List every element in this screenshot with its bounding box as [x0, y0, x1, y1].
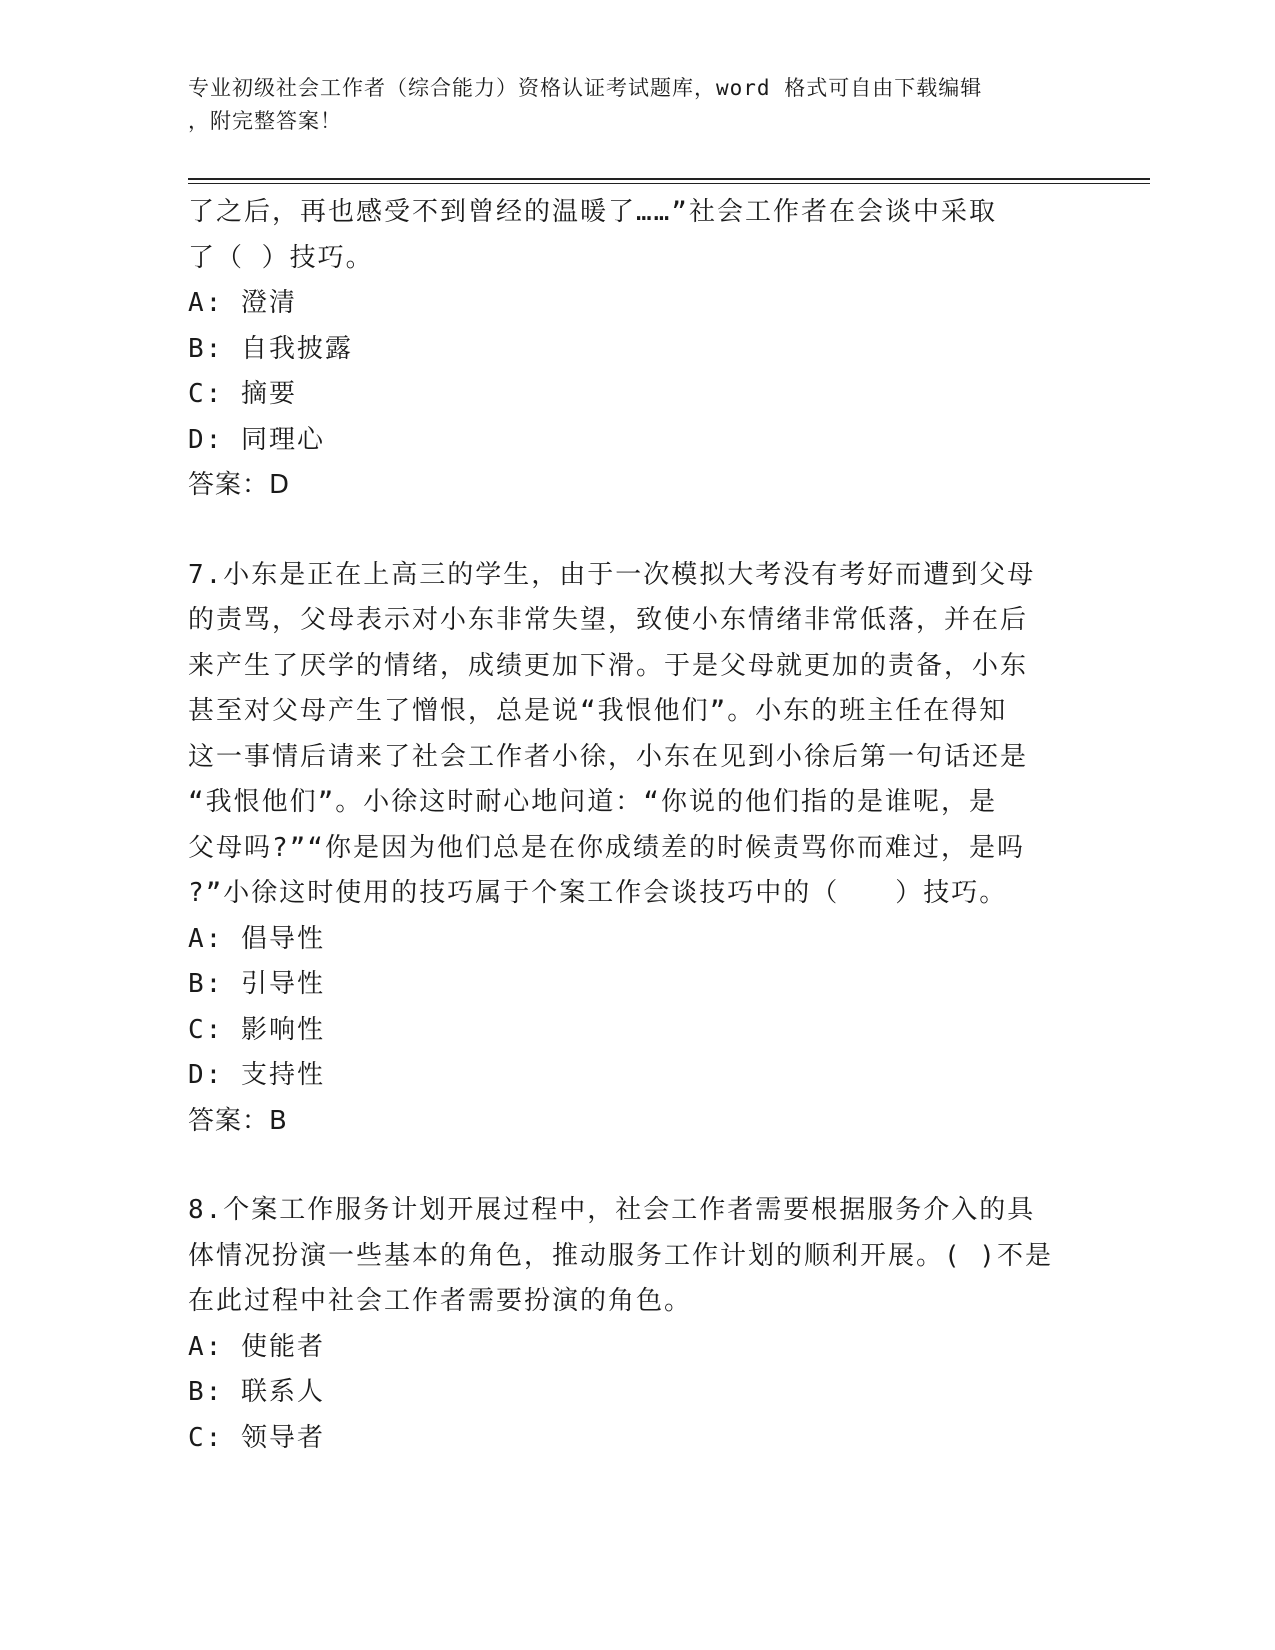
question-8: [188, 1188, 1093, 1461]
question-stem-line: 父母吗?”“你是因为他们总是在你成绩差的时候责骂你而难过，是吗: [188, 832, 1025, 863]
question-stem-line: 7.小东是正在上高三的学生，由于一次模拟大考没有考好而遭到父母: [188, 559, 1036, 590]
question-stem-line: 体情况扮演一些基本的角色，推动服务工作计划的顺利开展。( )不是: [188, 1240, 1053, 1271]
header-line-2: ，附完整答案！: [188, 109, 342, 133]
answer-line: 答案：B: [188, 1105, 288, 1136]
question-stem-line: 甚至对父母产生了憎恨，总是说“我恨他们”。小东的班主任在得知: [188, 696, 1008, 726]
answer-line: 答案：D: [188, 470, 291, 500]
header-rule-thick: [188, 178, 1150, 180]
question-stem-line: ?”小徐这时使用的技巧属于个案工作会谈技巧中的（ ）技巧。: [188, 878, 1008, 908]
option-c: C: 影响性: [188, 1014, 325, 1045]
question-stem-line: 这一事情后请来了社会工作者小徐，小东在见到小徐后第一句话还是: [188, 741, 1029, 772]
document-header: [188, 72, 1068, 138]
question-stem-line: “我恨他们”。小徐这时耐心地问道：“你说的他们指的是谁呢，是: [188, 787, 997, 817]
question-7: [188, 553, 1093, 1145]
document-body: [188, 190, 1093, 1461]
question-stem-line: 8.个案工作服务计划开展过程中，社会工作者需要根据服务介入的具: [188, 1195, 1036, 1225]
option-b: B: 联系人: [188, 1377, 325, 1407]
option-a: A: 倡导性: [188, 923, 325, 954]
option-a: A: 澄清: [188, 288, 297, 318]
option-d: D: 同理心: [188, 424, 325, 455]
option-b: B: 引导性: [188, 969, 325, 999]
question-stem-line: 的责骂，父母表示对小东非常失望，致使小东情绪非常低落，并在后: [188, 605, 1029, 635]
question-stem-line: 了之后，再也感受不到曾经的温暖了……”社会工作者在会谈中采取: [188, 197, 997, 227]
option-b: B: 自我披露: [188, 333, 353, 364]
option-d: D: 支持性: [188, 1060, 325, 1090]
question-stem-line: 来产生了厌学的情绪，成绩更加下滑。于是父母就更加的责备，小东: [188, 650, 1029, 681]
option-c: C: 摘要: [188, 379, 297, 409]
question-stem-line: 了（ ）技巧。: [188, 242, 374, 273]
option-a: A: 使能者: [188, 1331, 325, 1362]
header-line-1: 专业初级社会工作者（综合能力）资格认证考试题库，word 格式可自由下载编辑: [188, 76, 983, 100]
question-6: [188, 190, 1093, 509]
question-stem-line: 在此过程中社会工作者需要扮演的角色。: [188, 1286, 693, 1316]
option-c: C: 领导者: [188, 1422, 325, 1453]
header-rule-thin: [188, 183, 1150, 184]
